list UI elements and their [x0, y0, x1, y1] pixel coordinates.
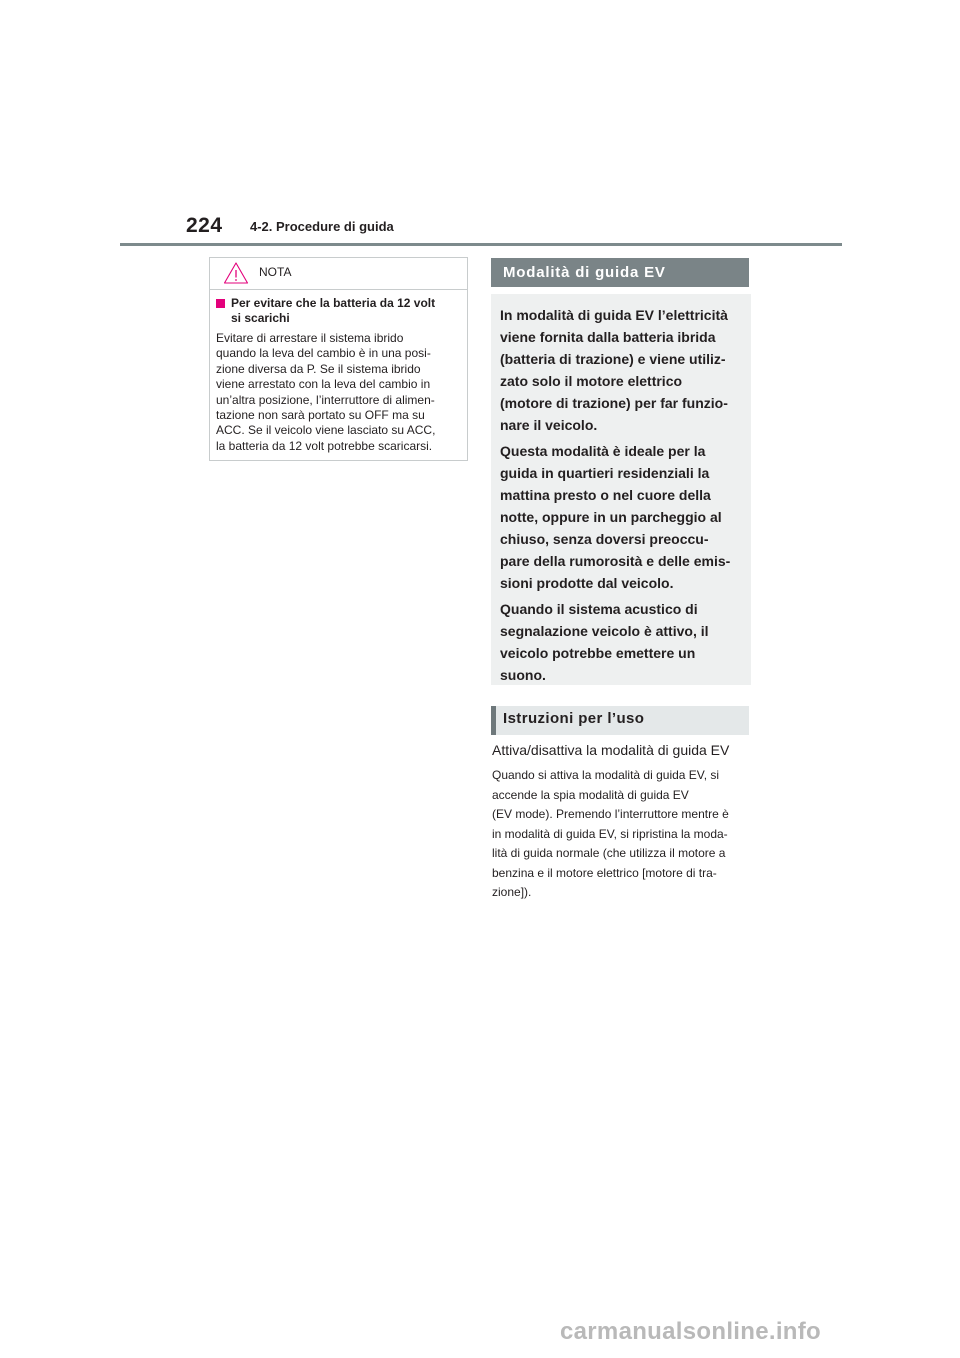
nota-subhead-line: Per evitare che la batteria da 12 volt — [231, 296, 436, 310]
ev-line: suono. — [500, 667, 546, 683]
instructions-subtitle: Attiva/disattiva la modalità di guida EV — [492, 742, 730, 758]
ev-line: zato solo il motore elettrico — [500, 373, 683, 389]
ev-line: veicolo potrebbe emettere un — [500, 645, 696, 661]
nota-line: viene arrestato con la leva del cambio in — [216, 377, 431, 392]
nota-line: la batteria da 12 volt potrebbe scaricarsi. — [216, 438, 433, 453]
instructions-line: Quando si attiva la modalità di guida EV, si — [492, 768, 720, 782]
nota-line: un’altra posizione, l’interruttore di alimen- — [216, 392, 435, 407]
ev-line: segnalazione veicolo è attivo, il — [500, 623, 709, 639]
ev-mode-heading: Modalità di guida EV — [491, 258, 749, 287]
ev-line: chiuso, senza doversi preoccu- — [500, 531, 709, 547]
watermark: carmanualsonline.info — [560, 1318, 822, 1345]
ev-line: nare il veicolo. — [500, 417, 598, 433]
instructions-line: zione]). — [492, 885, 532, 899]
nota-line: tazione non sarà portato su OFF ma su — [216, 408, 425, 423]
ev-line: In modalità di guida EV l’elettricità — [500, 307, 728, 323]
nota-box — [209, 257, 468, 461]
page-number: 224 — [186, 214, 223, 237]
ev-mode-panel — [491, 294, 751, 685]
instructions-line: accende la spia modalità di guida EV — [492, 787, 689, 802]
ev-line: sioni prodotte dal veicolo. — [500, 575, 674, 591]
nota-line: zione diversa da P. Se il sistema ibrido — [216, 361, 421, 376]
nota-header — [210, 258, 467, 290]
warning-triangle-icon — [223, 261, 249, 285]
ev-line: guida in quartieri residenziali la — [500, 465, 710, 481]
ev-line: mattina presto o nel cuore della — [500, 487, 711, 503]
nota-line: Evitare di arrestare il sistema ibrido — [216, 331, 404, 345]
instructions-line: lità di guida normale (che utilizza il motore a — [492, 846, 726, 860]
ev-line: Questa modalità è ideale per la — [500, 443, 706, 459]
nota-line: quando la leva del cambio è in una posi- — [216, 346, 431, 361]
nota-subhead-line: si scarichi — [231, 311, 290, 325]
instructions-heading: Istruzioni per l’uso — [491, 706, 749, 735]
ev-paragraph — [500, 304, 739, 436]
instructions-line: in modalità di guida EV, si ripristina la moda- — [492, 826, 728, 841]
instructions-line: benzina e il motore elettrico [motore di tra- — [492, 865, 717, 880]
section-title: 4-2. Procedure di guida — [250, 219, 394, 234]
nota-line: ACC. Se il veicolo viene lasciato su ACC, — [216, 423, 436, 438]
header-rule — [120, 243, 842, 246]
instructions-body — [492, 766, 750, 903]
square-bullet-icon — [216, 299, 225, 308]
nota-subhead — [216, 296, 457, 326]
ev-line: viene fornita dalla batteria ibrida — [500, 329, 716, 345]
nota-text — [216, 331, 457, 454]
ev-line: Quando il sistema acustico di — [500, 601, 698, 617]
nota-label: NOTA — [259, 265, 292, 279]
ev-paragraph — [500, 598, 739, 686]
ev-line: notte, oppure in un parcheggio al — [500, 509, 722, 525]
ev-line: (batteria di trazione) e viene utiliz- — [500, 351, 726, 367]
instructions-line: (EV mode). Premendo l’interruttore mentre è — [492, 807, 729, 821]
ev-line: pare della rumorosità e delle emis- — [500, 553, 731, 569]
ev-paragraph — [500, 440, 739, 594]
ev-line: (motore di trazione) per far funzio- — [500, 395, 728, 411]
